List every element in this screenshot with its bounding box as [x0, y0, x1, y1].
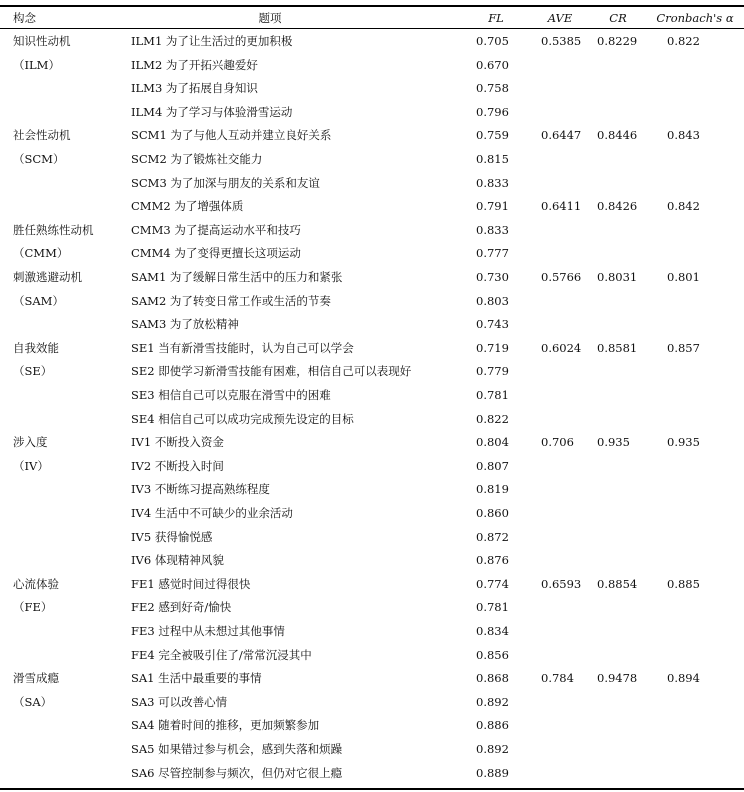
construct-cell: （ILM）	[13, 57, 60, 72]
construct-cell	[13, 502, 123, 526]
ave-cell: 0.784	[541, 671, 574, 686]
alpha-cell	[667, 549, 727, 573]
construct-cell	[13, 549, 123, 573]
item-cell: SCM3 为了加深与朋友的关系和友谊	[131, 175, 320, 190]
item-cell: SA3 可以改善心情	[131, 694, 228, 709]
fl-cell: 0.892	[476, 694, 509, 709]
fl-cell: 0.822	[476, 411, 509, 426]
ave-cell: 0.6024	[541, 340, 582, 355]
header-item: 题项	[258, 11, 282, 25]
construct-cell: （IV）	[13, 458, 49, 473]
cr-cell	[597, 596, 649, 620]
construct-cell: （SA）	[13, 694, 53, 709]
alpha-cell	[667, 172, 727, 196]
cr-cell: 0.8426	[597, 199, 638, 214]
cr-cell	[597, 620, 649, 644]
construct-cell	[13, 762, 123, 786]
construct-cell: 滑雪成瘾	[13, 671, 59, 686]
alpha-cell: 0.842	[667, 199, 700, 214]
ave-cell	[541, 384, 593, 408]
item-cell: IV2 不断投入时间	[131, 458, 224, 473]
alpha-cell	[667, 54, 727, 78]
ave-cell	[541, 313, 593, 337]
cr-cell: 0.8581	[597, 340, 638, 355]
construct-cell	[13, 195, 123, 219]
ave-cell	[541, 526, 593, 550]
table-row	[0, 408, 744, 432]
ave-cell	[541, 77, 593, 101]
cr-cell	[597, 644, 649, 668]
alpha-cell	[667, 691, 727, 715]
fl-cell: 0.803	[476, 293, 509, 308]
item-cell: CMM4 为了变得更擅长这项运动	[131, 246, 301, 261]
construct-cell: 刺激逃避动机	[13, 270, 82, 284]
item-cell: ILM4 为了学习与体验滑雪运动	[131, 104, 293, 119]
cr-cell	[597, 77, 649, 101]
table-row	[0, 549, 744, 573]
ave-cell	[541, 290, 593, 314]
construct-cell	[13, 384, 123, 408]
ave-cell	[541, 644, 593, 668]
construct-cell	[13, 526, 123, 550]
cr-cell	[597, 242, 649, 266]
ave-cell	[541, 54, 593, 78]
construct-cell	[13, 172, 123, 196]
table-row	[0, 54, 744, 78]
table-row	[0, 738, 744, 762]
alpha-cell	[667, 242, 727, 266]
construct-cell: 自我效能	[13, 340, 59, 355]
cr-cell	[597, 502, 649, 526]
alpha-cell: 0.885	[667, 576, 700, 591]
table-row	[0, 644, 744, 668]
construct-cell	[13, 644, 123, 668]
item-cell: SAM1 为了缓解日常生活中的压力和紧张	[131, 270, 343, 284]
cr-cell: 0.935	[597, 435, 630, 450]
alpha-cell	[667, 502, 727, 526]
cr-cell	[597, 691, 649, 715]
table-row	[0, 148, 744, 172]
alpha-cell	[667, 408, 727, 432]
item-cell: SE4 相信自己可以成功完成预先设定的目标	[131, 411, 354, 426]
item-cell: FE3 过程中从未想过其他事情	[131, 624, 285, 638]
table-row	[0, 30, 744, 54]
cr-cell: 0.8031	[597, 270, 638, 284]
ave-cell: 0.5766	[541, 270, 582, 284]
cr-cell	[597, 172, 649, 196]
fl-cell: 0.892	[476, 742, 509, 756]
table-row	[0, 573, 744, 597]
fl-cell: 0.833	[476, 175, 509, 190]
alpha-cell	[667, 290, 727, 314]
table-row	[0, 313, 744, 337]
alpha-cell	[667, 596, 727, 620]
table-row	[0, 667, 744, 691]
ave-cell	[541, 148, 593, 172]
ave-cell	[541, 738, 593, 762]
item-cell: ILM1 为了让生活过的更加积极	[131, 34, 293, 48]
ave-cell	[541, 620, 593, 644]
cr-cell	[597, 101, 649, 125]
fl-cell: 0.804	[476, 435, 509, 450]
cr-cell	[597, 360, 649, 384]
ave-cell	[541, 242, 593, 266]
cr-cell	[597, 478, 649, 502]
table-row	[0, 762, 744, 786]
table-row	[0, 266, 744, 290]
fl-cell: 0.860	[476, 506, 509, 520]
item-cell: FE1 感觉时间过得很快	[131, 576, 251, 591]
header-fl: FL	[488, 11, 504, 25]
construct-cell: 胜任熟练性动机	[13, 222, 94, 237]
ave-cell	[541, 172, 593, 196]
ave-cell: 0.706	[541, 435, 574, 450]
alpha-cell	[667, 384, 727, 408]
cr-cell	[597, 290, 649, 314]
construct-cell: （SAM）	[13, 293, 64, 308]
ave-cell	[541, 101, 593, 125]
construct-cell	[13, 313, 123, 337]
table-row	[0, 455, 744, 479]
cr-cell	[597, 526, 649, 550]
alpha-cell	[667, 313, 727, 337]
construct-cell	[13, 101, 123, 125]
construct-cell: 心流体验	[13, 576, 59, 591]
table-row	[0, 502, 744, 526]
item-cell: SA1 生活中最重要的事情	[131, 671, 262, 686]
construct-cell: （SE）	[13, 364, 53, 379]
fl-cell: 0.868	[476, 671, 509, 686]
alpha-cell	[667, 620, 727, 644]
header-alpha: Cronbach's α	[656, 11, 734, 25]
item-cell: SE3 相信自己可以克服在滑雪中的困难	[131, 388, 331, 402]
item-cell: ILM2 为了开拓兴趣爱好	[131, 57, 258, 72]
cr-cell	[597, 714, 649, 738]
alpha-cell	[667, 219, 727, 243]
construct-cell	[13, 620, 123, 644]
fl-cell: 0.872	[476, 529, 509, 544]
ave-cell: 0.6593	[541, 576, 582, 591]
item-cell: IV1 不断投入资金	[131, 435, 224, 450]
alpha-cell	[667, 148, 727, 172]
table-row	[0, 124, 744, 148]
alpha-cell	[667, 360, 727, 384]
item-cell: IV5 获得愉悦感	[131, 529, 213, 544]
cr-cell: 0.9478	[597, 671, 638, 686]
fl-cell: 0.705	[476, 34, 509, 48]
construct-cell: （CMM）	[13, 246, 69, 261]
alpha-cell	[667, 455, 727, 479]
cr-cell	[597, 148, 649, 172]
ave-cell: 0.6411	[541, 199, 582, 214]
alpha-cell	[667, 77, 727, 101]
fl-cell: 0.796	[476, 104, 509, 119]
ave-cell	[541, 502, 593, 526]
fl-cell: 0.876	[476, 553, 509, 568]
alpha-cell	[667, 478, 727, 502]
item-cell: SCM2 为了锻炼社交能力	[131, 152, 263, 166]
fl-cell: 0.759	[476, 128, 509, 143]
table-row	[0, 620, 744, 644]
construct-cell: 社会性动机	[13, 128, 71, 143]
ave-cell	[541, 762, 593, 786]
cr-cell: 0.8854	[597, 576, 638, 591]
alpha-cell: 0.801	[667, 270, 700, 284]
item-cell: SAM2 为了转变日常工作或生活的节奏	[131, 293, 331, 308]
top-rule	[0, 5, 744, 7]
ave-cell	[541, 408, 593, 432]
item-cell: FE4 完全被吸引住了/常常沉浸其中	[131, 647, 312, 662]
alpha-cell: 0.843	[667, 128, 700, 143]
table-row	[0, 172, 744, 196]
item-cell: SE1 当有新滑雪技能时，认为自己可以学会	[131, 340, 354, 355]
alpha-cell	[667, 762, 727, 786]
ave-cell	[541, 219, 593, 243]
alpha-cell	[667, 526, 727, 550]
fl-cell: 0.807	[476, 458, 509, 473]
cr-cell	[597, 762, 649, 786]
construct-cell: 知识性动机	[13, 34, 71, 48]
cr-cell	[597, 408, 649, 432]
cr-cell	[597, 313, 649, 337]
table-row	[0, 219, 744, 243]
fl-cell: 0.889	[476, 765, 509, 780]
fl-cell: 0.777	[476, 246, 509, 261]
construct-cell	[13, 714, 123, 738]
fl-cell: 0.886	[476, 718, 509, 733]
cr-cell	[597, 54, 649, 78]
cr-cell: 0.8446	[597, 128, 638, 143]
fl-cell: 0.758	[476, 81, 509, 96]
item-cell: SAM3 为了放松精神	[131, 317, 239, 332]
construct-cell: 涉入度	[13, 435, 48, 450]
item-cell: IV4 生活中不可缺少的业余活动	[131, 506, 293, 520]
table-row	[0, 337, 744, 361]
ave-cell	[541, 360, 593, 384]
ave-cell	[541, 455, 593, 479]
fl-cell: 0.791	[476, 199, 509, 214]
item-cell: SA6 尽管控制参与频次，但仍对它很上瘾	[131, 765, 343, 780]
table-row	[0, 195, 744, 219]
alpha-cell: 0.857	[667, 340, 700, 355]
cr-cell	[597, 549, 649, 573]
table-row	[0, 596, 744, 620]
alpha-cell	[667, 101, 727, 125]
fl-cell: 0.781	[476, 388, 509, 402]
fl-cell: 0.730	[476, 270, 509, 284]
cr-cell	[597, 384, 649, 408]
alpha-cell: 0.894	[667, 671, 700, 686]
item-cell: SCM1 为了与他人互动并建立良好关系	[131, 128, 332, 143]
fl-cell: 0.719	[476, 340, 509, 355]
fl-cell: 0.781	[476, 600, 509, 615]
item-cell: SE2 即使学习新滑雪技能有困难，相信自己可以表现好	[131, 364, 412, 379]
header-cr: CR	[609, 11, 627, 25]
table-row	[0, 242, 744, 266]
ave-cell	[541, 478, 593, 502]
alpha-cell: 0.822	[667, 34, 700, 48]
table-row	[0, 360, 744, 384]
ave-cell	[541, 596, 593, 620]
table-row	[0, 526, 744, 550]
fl-cell: 0.856	[476, 647, 509, 662]
construct-cell: （SCM）	[13, 152, 65, 166]
alpha-cell	[667, 738, 727, 762]
fl-cell: 0.779	[476, 364, 509, 379]
item-cell: CMM3 为了提高运动水平和技巧	[131, 222, 301, 237]
cr-cell	[597, 738, 649, 762]
ave-cell: 0.5385	[541, 34, 582, 48]
fl-cell: 0.833	[476, 222, 509, 237]
item-cell: IV3 不断练习提高熟练程度	[131, 482, 270, 497]
construct-cell	[13, 478, 123, 502]
table-row	[0, 431, 744, 455]
ave-cell	[541, 714, 593, 738]
item-cell: ILM3 为了拓展自身知识	[131, 81, 258, 96]
header-construct: 构念	[13, 11, 36, 25]
table-row	[0, 101, 744, 125]
fl-cell: 0.670	[476, 57, 509, 72]
cr-cell	[597, 455, 649, 479]
fl-cell: 0.774	[476, 576, 509, 591]
construct-cell	[13, 77, 123, 101]
cr-cell: 0.8229	[597, 34, 638, 48]
header-ave: AVE	[547, 11, 573, 25]
fl-cell: 0.743	[476, 317, 509, 332]
fl-cell: 0.819	[476, 482, 509, 497]
item-cell: SA4 随着时间的推移，更加频繁参加	[131, 718, 320, 733]
header-rule	[0, 28, 744, 29]
table-row	[0, 290, 744, 314]
construct-cell	[13, 738, 123, 762]
fl-cell: 0.834	[476, 624, 509, 638]
table-row	[0, 384, 744, 408]
construct-cell	[13, 408, 123, 432]
alpha-cell	[667, 644, 727, 668]
item-cell: CMM2 为了增强体质	[131, 199, 244, 214]
alpha-cell: 0.935	[667, 435, 700, 450]
table-row	[0, 77, 744, 101]
ave-cell	[541, 691, 593, 715]
item-cell: SA5 如果错过参与机会，感到失落和烦躁	[131, 742, 343, 756]
bottom-rule	[0, 788, 744, 790]
fl-cell: 0.815	[476, 152, 509, 166]
table-row	[0, 691, 744, 715]
table-row	[0, 714, 744, 738]
ave-cell: 0.6447	[541, 128, 582, 143]
item-cell: FE2 感到好奇/愉快	[131, 600, 232, 615]
construct-cell: （FE）	[13, 600, 53, 615]
item-cell: IV6 体现精神风貌	[131, 553, 224, 568]
table-row	[0, 478, 744, 502]
ave-cell	[541, 549, 593, 573]
alpha-cell	[667, 714, 727, 738]
cr-cell	[597, 219, 649, 243]
